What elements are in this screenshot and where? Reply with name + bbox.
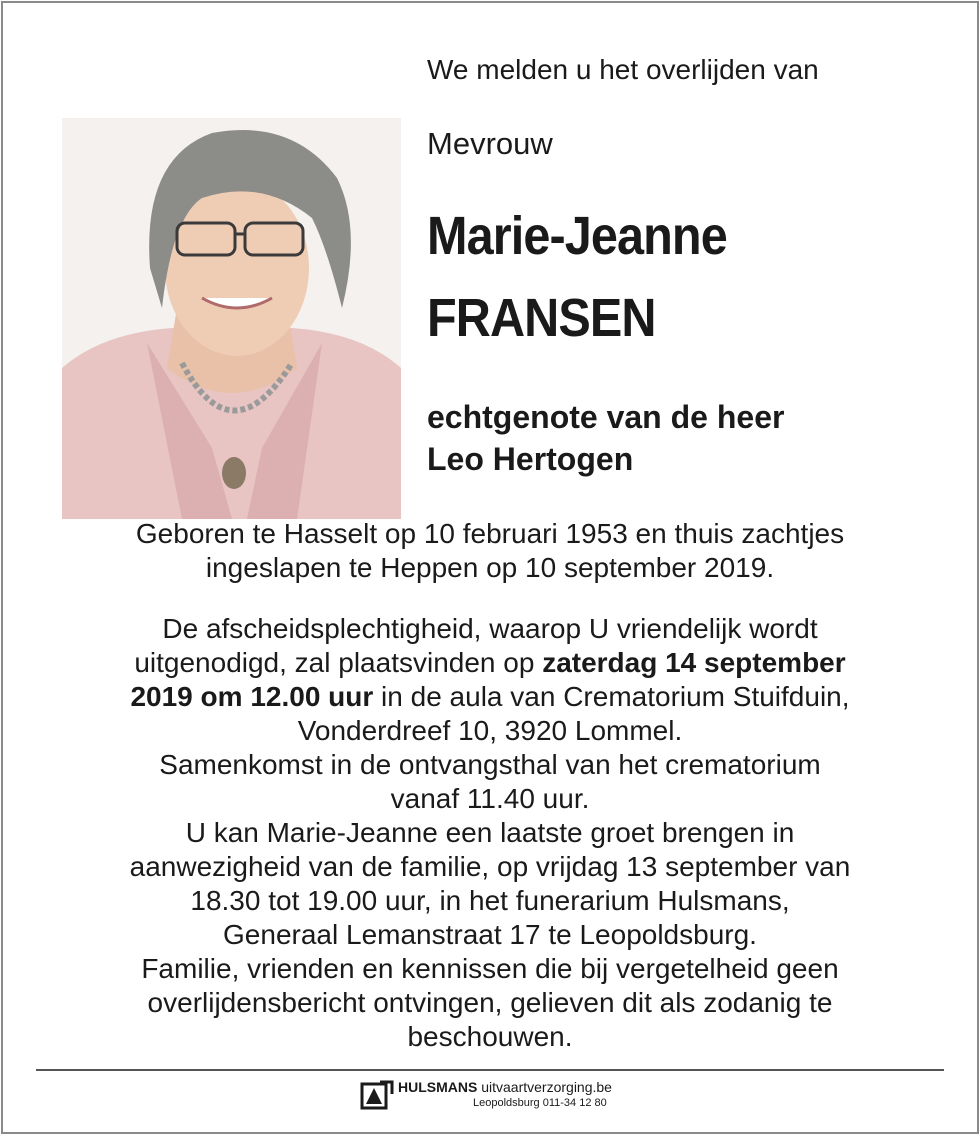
visitation-line-4: Generaal Lemanstraat 17 te Leopoldsburg. <box>223 919 757 950</box>
notice-line-1: Familie, vrienden en kennissen die bij vergetelheid geen <box>141 953 839 984</box>
ceremony-info <box>40 612 940 1054</box>
notice-line-3: beschouwen. <box>407 1021 573 1052</box>
portrait-illustration <box>62 118 401 519</box>
intro-text: We melden u het overlijden van <box>427 54 819 85</box>
deceased-last-name: FRANSEN <box>427 288 656 348</box>
footer-divider <box>36 1069 944 1071</box>
birth-line-2: ingeslapen te Heppen op 10 september 2019. <box>205 552 775 583</box>
ceremony-line-2 <box>40 646 940 680</box>
spouse-info <box>427 396 784 480</box>
portrait-photo <box>62 118 401 519</box>
ceremony-address: Vonderdreef 10, 3920 Lommel. <box>297 715 683 746</box>
ceremony-date: zaterdag 14 september <box>542 647 846 678</box>
visitation-line-2: aanwezigheid van de familie, op vrijdag 13 september van <box>129 851 851 882</box>
notice-line-2: overlijdensbericht ontvingen, gelieven dit als zodanig te <box>147 987 833 1018</box>
honorific: Mevrouw <box>427 126 553 161</box>
spouse-name: Leo Hertogen <box>427 441 634 477</box>
brand-website: uitvaartverzorging.be <box>477 1079 612 1095</box>
funeral-home-address: Leopoldsburg 011-34 12 80 <box>473 1097 607 1109</box>
visitation-line-1: U kan Marie-Jeanne een laatste groet brengen in <box>185 817 795 848</box>
spouse-line-1: echtgenote van de heer <box>427 399 785 435</box>
ceremony-line-2-text: uitgenodigd, zal plaatsvinden op <box>134 647 543 678</box>
gathering-line-1: Samenkomst in de ontvangsthal van het crematorium <box>159 749 821 780</box>
ceremony-line-1: De afscheidsplechtigheid, waarop U vriendelijk wordt <box>162 613 818 644</box>
brand-name: HULSMANS <box>398 1079 478 1095</box>
deceased-first-name: Marie-Jeanne <box>427 206 727 266</box>
ceremony-line-3-text: in de aula van Crematorium Stuifduin, <box>373 681 850 712</box>
funeral-home-footer <box>360 1076 660 1116</box>
funeral-home-logo-icon <box>360 1078 394 1112</box>
funeral-home-brand <box>398 1079 612 1095</box>
birth-and-death-info <box>40 517 940 585</box>
visitation-line-3: 18.30 tot 19.00 uur, in het funerarium Hulsmans, <box>190 885 790 916</box>
gathering-line-2: vanaf 11.40 uur. <box>390 783 590 814</box>
ceremony-line-3 <box>40 680 940 714</box>
birth-line-1: Geboren te Hasselt op 10 februari 1953 en thuis zachtjes <box>135 518 845 549</box>
ceremony-year-time: 2019 om 12.00 uur <box>130 681 374 712</box>
